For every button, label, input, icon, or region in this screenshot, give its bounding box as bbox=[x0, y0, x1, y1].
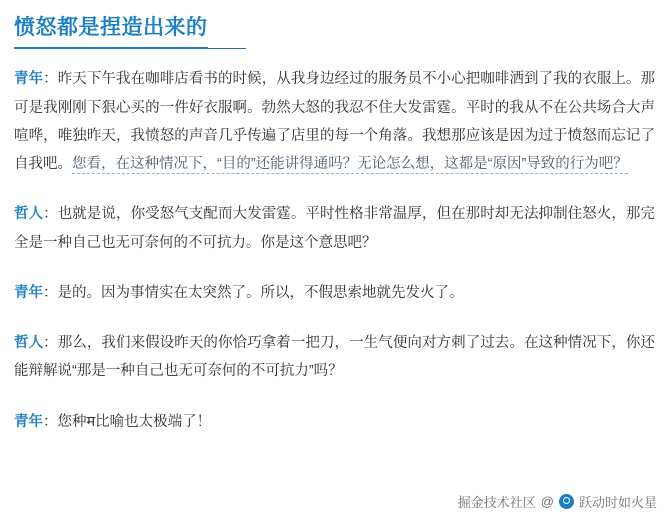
dialogue-turn bbox=[14, 200, 655, 257]
watermark-at: @ bbox=[540, 494, 554, 509]
dialogue-turn bbox=[14, 279, 655, 307]
turn-text: 昨天下午我在咖啡店看书的时候，从我身边经过的服务员不小心把咖啡洒到了我的衣服上。那可是我刚刚下狠心买的一件好衣服啊。勃然大怒的我忍不住大发雷霆。平时的我从不在公共场合大声喧哗，唯独昨天，我愤怒的声音几乎传遍了店里的每一个角落。我想那应该是因为过于愤怒而忘记了自我吧。 bbox=[14, 71, 656, 173]
speaker-label: 哲人 bbox=[14, 206, 44, 223]
turn-text: 是的。因为事情实在太突然了。所以，不假思索地就先发火了。 bbox=[57, 284, 464, 301]
speaker-label: 哲人 bbox=[14, 335, 44, 352]
speaker-separator: ： bbox=[43, 284, 58, 301]
speaker-separator: ： bbox=[43, 413, 58, 430]
watermark bbox=[458, 492, 657, 511]
dialogue-body bbox=[14, 65, 655, 436]
page-title: 愤怒都是捏造出来的 bbox=[14, 14, 208, 49]
turn-text: 也就是说，你受怒气支配而大发雷霆。平时性格非常温厚，但在那时却无法抑制住怒火，那完全是一种自己也无可奈何的不可抗力。你是这个意思吧？ bbox=[14, 206, 656, 251]
turn-text: 您种म比喻也太极端了！ bbox=[57, 413, 212, 430]
dialogue-turn bbox=[14, 408, 655, 436]
turn-text: 那么，我们来假设昨天的你恰巧拿着一把刀，一生气便向对方刺了过去。在这种情况下，你还能辩解说“那是一种自己也无可奈何的不可抗力”吗？ bbox=[14, 335, 656, 380]
speaker-separator: ： bbox=[43, 206, 58, 223]
speaker-label: 青年 bbox=[14, 413, 43, 430]
watermark-site: 掘金技术社区 bbox=[457, 495, 536, 510]
speaker-separator: ： bbox=[43, 335, 58, 352]
watermark-user: 跃动时如火星 bbox=[578, 495, 657, 510]
dialogue-turn bbox=[14, 329, 655, 386]
speaker-label: 青年 bbox=[14, 284, 43, 301]
speaker-label: 青年 bbox=[14, 71, 44, 88]
title-block bbox=[14, 14, 655, 49]
user-badge-icon bbox=[559, 494, 574, 509]
dialogue-turn bbox=[14, 65, 655, 178]
speaker-separator: ： bbox=[43, 71, 58, 88]
turn-text-quoted: 您看，在这种情况下，“目的”还能讲得通吗？无论怎么想，这都是“原因”导致的行为吧？ bbox=[72, 156, 628, 173]
